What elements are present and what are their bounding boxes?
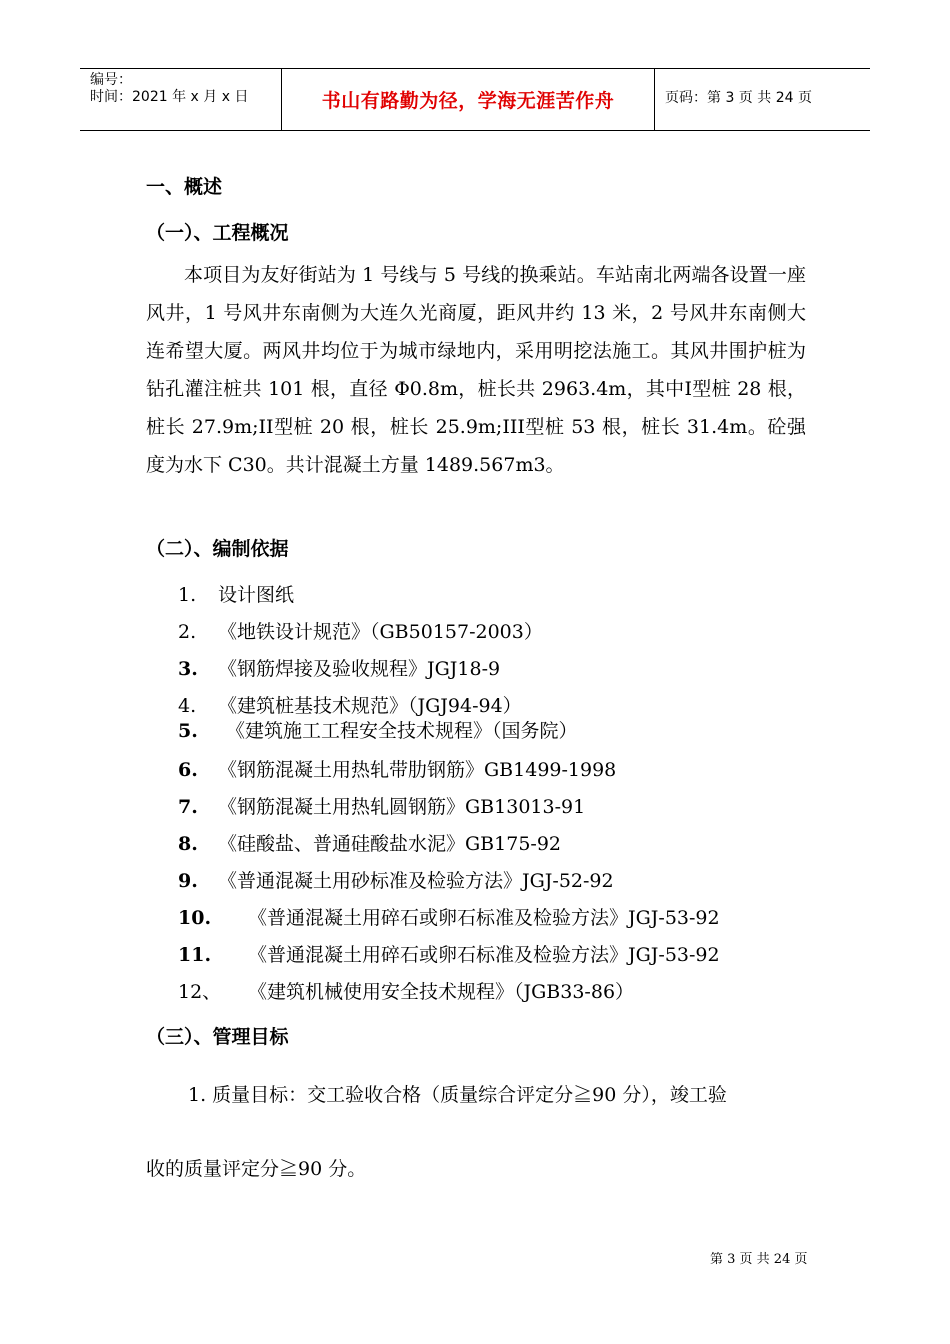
list-item-number: 1. [178, 584, 197, 606]
list-item-number: 8. [178, 833, 198, 855]
list-item [178, 716, 578, 743]
list-item-text: 设计图纸 [218, 584, 295, 606]
list-item [178, 755, 616, 782]
header-meta-cell [80, 69, 282, 130]
doc-time-label: 时间：2021 年 x 月 x 日 [90, 89, 249, 105]
list-item-text: 《硅酸盐、普通硅酸盐水泥》GB175-92 [218, 833, 562, 855]
list-item [178, 617, 543, 644]
list-item-text: 《建筑机械使用安全技术规程》（JGB33-86） [248, 981, 635, 1003]
subsection-heading-basis: （二）、编制依据 [146, 538, 289, 560]
page-footer: 第 3 页 共 24 页 [710, 1252, 808, 1267]
list-item-text: 《钢筋混凝土用热轧带肋钢筋》GB1499-1998 [218, 759, 617, 781]
list-item-number: 10. [178, 907, 212, 929]
list-item-text: 《普通混凝土用碎石或卵石标准及检验方法》JGJ-53-92 [248, 907, 720, 929]
list-item [178, 829, 561, 856]
list-item [178, 866, 614, 893]
list-item-number: 7. [178, 796, 198, 818]
list-item-number: 11. [178, 944, 212, 966]
list-item [178, 580, 294, 607]
list-item [178, 691, 522, 718]
subsection-heading-project: （一）、工程概况 [146, 222, 289, 244]
list-item-number: 5. [178, 720, 198, 742]
list-item-number: 9. [178, 870, 198, 892]
section-heading-overview: 一、概述 [146, 176, 223, 198]
list-item [178, 792, 585, 819]
list-item-number: 3. [178, 658, 198, 680]
list-item [178, 654, 500, 681]
overview-paragraph: 本项目为友好街站为 1 号线与 5 号线的换乘站。车站南北两端各设置一座风井，1 号风井东南侧为大连久光商厦，距风井约 13 米，2 号风井东南侧大连希望大厦。两风井均位于为城市绿地内，采用明挖法施工。其风井围护桩为钻孔灌注桩共 101 根，直径 Φ0.8m，桩长共 2963.4m，其中I型桩 28 根，桩长 27.9m;II型桩 20 根，桩长 25.9m;III型桩 53 根，桩长 31.4m。砼强度为水下 C30。共计混凝土方量 1489.567m3。 [146, 264, 806, 476]
header-page-cell [655, 69, 870, 130]
list-item-text: 《钢筋焊接及验收规程》JGJ18-9 [218, 658, 501, 680]
doc-number-label: 编号： [90, 72, 132, 88]
header-motto-cell [282, 69, 655, 130]
list-item-number: 12、 [178, 981, 222, 1003]
quality-goal-line-2: 收的质量评定分≧90 分。 [146, 1158, 367, 1180]
list-item-text: 《建筑桩基技术规范》（JGJ94-94） [218, 695, 522, 717]
page-header [80, 68, 870, 131]
list-item [178, 977, 634, 1004]
page-indicator: 页码：第 3 页 共 24 页 [665, 90, 812, 106]
list-item-number: 4. [178, 695, 197, 717]
motto-text: 书山有路勤为径，学海无涯苦作舟 [321, 90, 615, 112]
subsection-heading-goals: （三）、管理目标 [146, 1026, 289, 1048]
quality-goal-line-1: 1. 质量目标：交工验收合格（质量综合评定分≧90 分），竣工验 [188, 1084, 727, 1106]
list-item [178, 940, 720, 967]
list-item-text: 《钢筋混凝土用热轧圆钢筋》GB13013-91 [218, 796, 586, 818]
list-item-text: 《普通混凝土用碎石或卵石标准及检验方法》JGJ-53-92 [248, 944, 720, 966]
list-item-number: 6. [178, 759, 198, 781]
list-item-text: 《地铁设计规范》（GB50157-2003） [218, 621, 543, 643]
list-item-number: 2. [178, 621, 197, 643]
list-item-text: 《普通混凝土用砂标准及检验方法》JGJ-52-92 [218, 870, 614, 892]
list-item [178, 903, 720, 930]
list-item-text: 《建筑施工工程安全技术规程》（国务院） [226, 720, 578, 742]
